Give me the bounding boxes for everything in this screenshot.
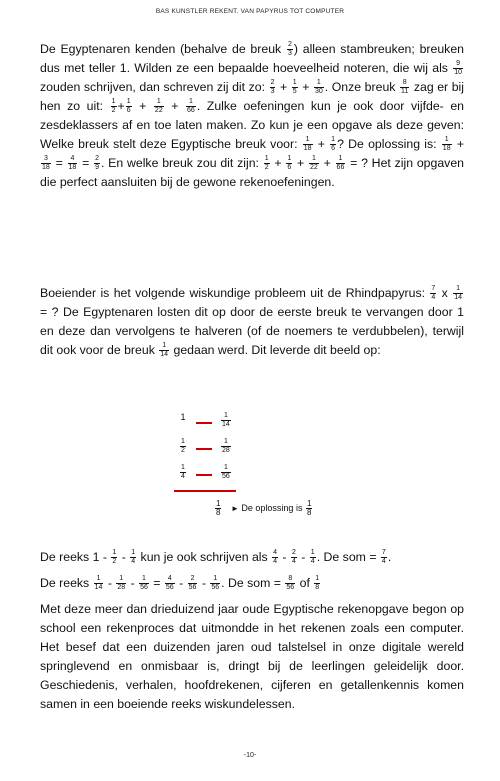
- text-run: +: [313, 137, 330, 151]
- denominator: 18: [68, 164, 77, 172]
- fraction: [188, 575, 198, 592]
- text-run: +: [270, 156, 286, 170]
- denominator: 8: [315, 584, 320, 592]
- numerator: 8: [400, 79, 409, 88]
- denominator: 4: [131, 558, 136, 566]
- fraction: [210, 575, 220, 592]
- denominator: 6: [287, 164, 292, 172]
- text-run: -: [175, 576, 187, 590]
- text-run: +: [298, 80, 313, 94]
- text-run: -: [127, 576, 139, 590]
- denominator: 3: [270, 88, 275, 96]
- text-run: .: [387, 550, 392, 564]
- fraction: [264, 155, 270, 172]
- text-run: zouden schrijven, dan schreven zij dit zo:: [40, 80, 269, 94]
- denominator: 4: [291, 558, 296, 566]
- denominator: 22: [310, 164, 318, 172]
- denominator: 56: [286, 584, 295, 592]
- denominator: 4: [431, 294, 436, 302]
- numerator: 2: [270, 79, 275, 87]
- text-run: ? De oplossing is:: [337, 137, 441, 151]
- numerator: 1: [216, 499, 221, 508]
- text-run: . Onze breuk: [324, 80, 399, 94]
- numerator: 1: [126, 98, 131, 106]
- denominator: 30: [314, 88, 323, 96]
- text-run: +: [293, 156, 309, 170]
- denominator: 10: [454, 69, 462, 77]
- denominator: 11: [401, 88, 409, 96]
- numerator: 1: [221, 464, 231, 473]
- paragraph-conclusion: Met deze meer dan drieduizend jaar oude Egyptische rekenopgave begon op school een rekenproces dat uitmondde in het rekenen zoals een computer. Het besef dat een duizenden jaren oud talstelsel in onze digitale wereld springlevend en onmisbaar is, dringt bij de leerlingen geleidelijk door. Geschiedenis, verhalen, hoofdrekenen, cijferen en getallenkennis komen samen in een boeiende reeks wiskundelessen.: [40, 602, 464, 711]
- numerator: 1: [131, 549, 136, 557]
- fraction: [285, 575, 295, 592]
- denominator: 18: [42, 164, 50, 172]
- denominator: 4: [310, 558, 315, 566]
- paragraph-rhind-papyrus: [40, 284, 464, 360]
- halving-diagram: [160, 404, 360, 534]
- numerator: 4: [68, 155, 78, 164]
- paragraph-series-2: [40, 574, 464, 593]
- denominator: 28: [117, 584, 126, 592]
- numerator: 1: [306, 499, 312, 508]
- fraction: [306, 500, 312, 517]
- text-run: -: [198, 576, 210, 590]
- numerator: 1: [336, 155, 346, 164]
- text-run: +: [132, 99, 153, 113]
- denominator: 5: [292, 88, 297, 96]
- fraction: [154, 98, 164, 115]
- numerator: 1: [181, 464, 185, 471]
- fraction: [330, 136, 336, 153]
- paragraph-egyptian-fractions: [40, 40, 464, 192]
- denominator: 28: [222, 447, 230, 454]
- text-run: . En welke breuk zou dit zijn:: [100, 156, 263, 170]
- denominator: 8: [216, 508, 221, 517]
- fraction: [381, 549, 387, 566]
- denominator: 18: [303, 145, 312, 153]
- fraction: [286, 155, 292, 172]
- text-run: -: [118, 550, 130, 564]
- row3-right: [220, 464, 232, 481]
- text-run: +: [452, 137, 464, 151]
- text-run: De reeks: [40, 576, 93, 590]
- result-label-fraction: [305, 499, 313, 517]
- fraction: [139, 575, 149, 592]
- fraction: [291, 549, 297, 566]
- fraction: [215, 500, 221, 517]
- fraction: [41, 155, 51, 172]
- fraction: [442, 136, 452, 153]
- denominator: 6: [331, 145, 336, 153]
- result-label: De oplossing is: [241, 502, 305, 513]
- denominator: 2: [264, 164, 269, 172]
- denominator: 14: [94, 584, 103, 592]
- fraction: [221, 438, 231, 455]
- fraction: [309, 155, 319, 172]
- fraction: [68, 155, 78, 172]
- numerator: 1: [442, 136, 452, 145]
- fraction: [314, 575, 320, 592]
- text-run: =: [78, 156, 94, 170]
- fraction: [130, 549, 136, 566]
- text-run: De Egyptenaren kenden (behalve de breuk: [40, 42, 286, 56]
- numerator: 1: [221, 412, 231, 421]
- text-run: +: [117, 99, 125, 113]
- numerator: 1: [181, 438, 185, 445]
- fraction: [116, 575, 126, 592]
- sum-line: [174, 490, 236, 492]
- numerator: 9: [453, 60, 463, 69]
- numerator: 1: [453, 285, 463, 294]
- text-run: . Zulke oefeningen kun je ook door vijfde- en zesdeklassers af en toe laten maken. Zo kun je een opgave als deze geven: Welke breuk stelt deze Egyptische breuk voor:: [40, 99, 464, 151]
- denominator: 3: [287, 50, 292, 58]
- fraction: [94, 575, 104, 592]
- fraction: [336, 155, 346, 172]
- fraction: [314, 79, 324, 96]
- denominator: 56: [188, 584, 197, 592]
- numerator: 2: [287, 41, 292, 49]
- fraction: [272, 549, 278, 566]
- fraction: [453, 285, 463, 302]
- fraction: [180, 438, 186, 455]
- fraction: [221, 412, 231, 429]
- fraction: [453, 60, 463, 77]
- text-run: =: [51, 156, 67, 170]
- numerator: 1: [139, 575, 149, 584]
- numerator: 1: [315, 575, 320, 583]
- numerator: 1: [210, 575, 220, 584]
- running-header: BAS KUNSTLER REKENT. VAN PAPYRUS TOT COMPUTER: [155, 8, 345, 15]
- denominator: 4: [273, 558, 278, 566]
- denominator: 18: [442, 145, 451, 153]
- row3-left: [176, 464, 190, 481]
- fraction: [111, 549, 117, 566]
- text-run: = ? Het zijn opgaven die perfect aansluiten bij de gewone rekenoefeningen.: [40, 156, 465, 189]
- fraction: [94, 155, 100, 172]
- numerator: 8: [285, 575, 295, 584]
- numerator: 4: [273, 549, 278, 557]
- text-run: -: [104, 576, 116, 590]
- text-run: -: [297, 550, 309, 564]
- denominator: 66: [336, 164, 345, 172]
- fraction: [270, 79, 276, 96]
- denominator: 8: [306, 508, 312, 517]
- text-run: +: [164, 99, 186, 113]
- text-run: =: [149, 576, 164, 590]
- row1-left: 1: [180, 412, 186, 422]
- fraction: [430, 285, 436, 302]
- row1-right: [220, 412, 232, 429]
- fraction: [310, 549, 316, 566]
- denominator: 56: [140, 584, 148, 592]
- denominator: 14: [222, 421, 230, 428]
- row2-right: [220, 438, 232, 455]
- text-run: -: [279, 550, 290, 564]
- numerator: 2: [188, 575, 198, 584]
- numerator: 3: [41, 155, 51, 164]
- numerator: 1: [264, 155, 269, 163]
- row2-dash: [196, 448, 212, 450]
- fraction: [186, 98, 196, 115]
- fraction: [159, 342, 169, 359]
- numerator: 1: [94, 575, 104, 584]
- text-run: De reeks 1 -: [40, 550, 111, 564]
- denominator: 9: [95, 164, 99, 172]
- text-run: . De som =: [221, 576, 285, 590]
- numerator: 1: [309, 155, 319, 164]
- fraction: [400, 79, 409, 96]
- fraction: [126, 98, 132, 115]
- text-run: x: [437, 286, 453, 300]
- text-run: kun je ook schrijven als: [137, 550, 272, 564]
- denominator: 4: [181, 473, 185, 480]
- fraction: [165, 575, 175, 592]
- text-run: gedaan werd. Dit leverde dit beeld op:: [170, 343, 381, 357]
- numerator: 7: [381, 549, 386, 557]
- text-run: of: [296, 576, 314, 590]
- numerator: 4: [165, 575, 175, 584]
- fraction: [111, 98, 117, 115]
- numerator: 1: [112, 549, 117, 557]
- diagram-result: [214, 500, 313, 517]
- paragraph-series-1: [40, 548, 464, 567]
- result-arrow: ►: [230, 503, 239, 513]
- denominator: 2: [111, 107, 116, 115]
- row1-dash: [196, 422, 212, 424]
- denominator: 2: [112, 558, 117, 566]
- text-run: zag er bij hen zo uit:: [40, 80, 464, 113]
- numerator: 1: [221, 438, 231, 447]
- fraction: [303, 136, 313, 153]
- numerator: 1: [303, 136, 313, 145]
- denominator: 56: [211, 584, 220, 592]
- text-run: +: [319, 156, 335, 170]
- result-fraction: [214, 499, 222, 517]
- text-run: Boeiender is het volgende wiskundige probleem uit de Rhindpapyrus:: [40, 286, 430, 300]
- row2-left: [176, 438, 190, 455]
- numerator: 2: [291, 549, 296, 557]
- denominator: 2: [181, 447, 185, 454]
- text-run: +: [276, 80, 291, 94]
- text-run: . De som =: [316, 550, 380, 564]
- numerator: 1: [116, 575, 126, 584]
- numerator: 1: [331, 136, 336, 144]
- numerator: 1: [154, 98, 164, 107]
- numerator: 1: [111, 98, 116, 106]
- fraction: [221, 464, 231, 481]
- page-number: -10-: [243, 752, 257, 759]
- denominator: 22: [154, 107, 163, 115]
- text-run: = ? De Egyptenaren losten dit op door de eerste breuk te vervangen door 1 en deze dan vervolgens te halveren (of de noemers te verdubbelen), terwijl dit ook voor de breuk: [40, 305, 464, 357]
- numerator: 1: [314, 79, 324, 88]
- fraction: [180, 464, 186, 481]
- numerator: 1: [310, 549, 315, 557]
- denominator: 14: [160, 351, 169, 359]
- numerator: 2: [95, 155, 99, 163]
- fraction: [292, 79, 298, 96]
- numerator: 1: [186, 98, 196, 107]
- denominator: 4: [381, 558, 386, 566]
- numerator: 1: [287, 155, 292, 163]
- denominator: 14: [454, 294, 462, 302]
- denominator: 56: [165, 584, 174, 592]
- denominator: 66: [187, 107, 195, 115]
- fraction: [287, 41, 293, 58]
- numerator: 1: [159, 342, 169, 351]
- row3-dash: [196, 474, 212, 476]
- text-run: ) alleen stambreuken; breuken dus met teller 1. Wilden ze een bepaalde hoeveelheid noteren, die wij als: [40, 42, 465, 75]
- numerator: 1: [292, 79, 297, 87]
- denominator: 56: [222, 473, 230, 480]
- denominator: 6: [126, 107, 131, 115]
- numerator: 7: [431, 285, 436, 293]
